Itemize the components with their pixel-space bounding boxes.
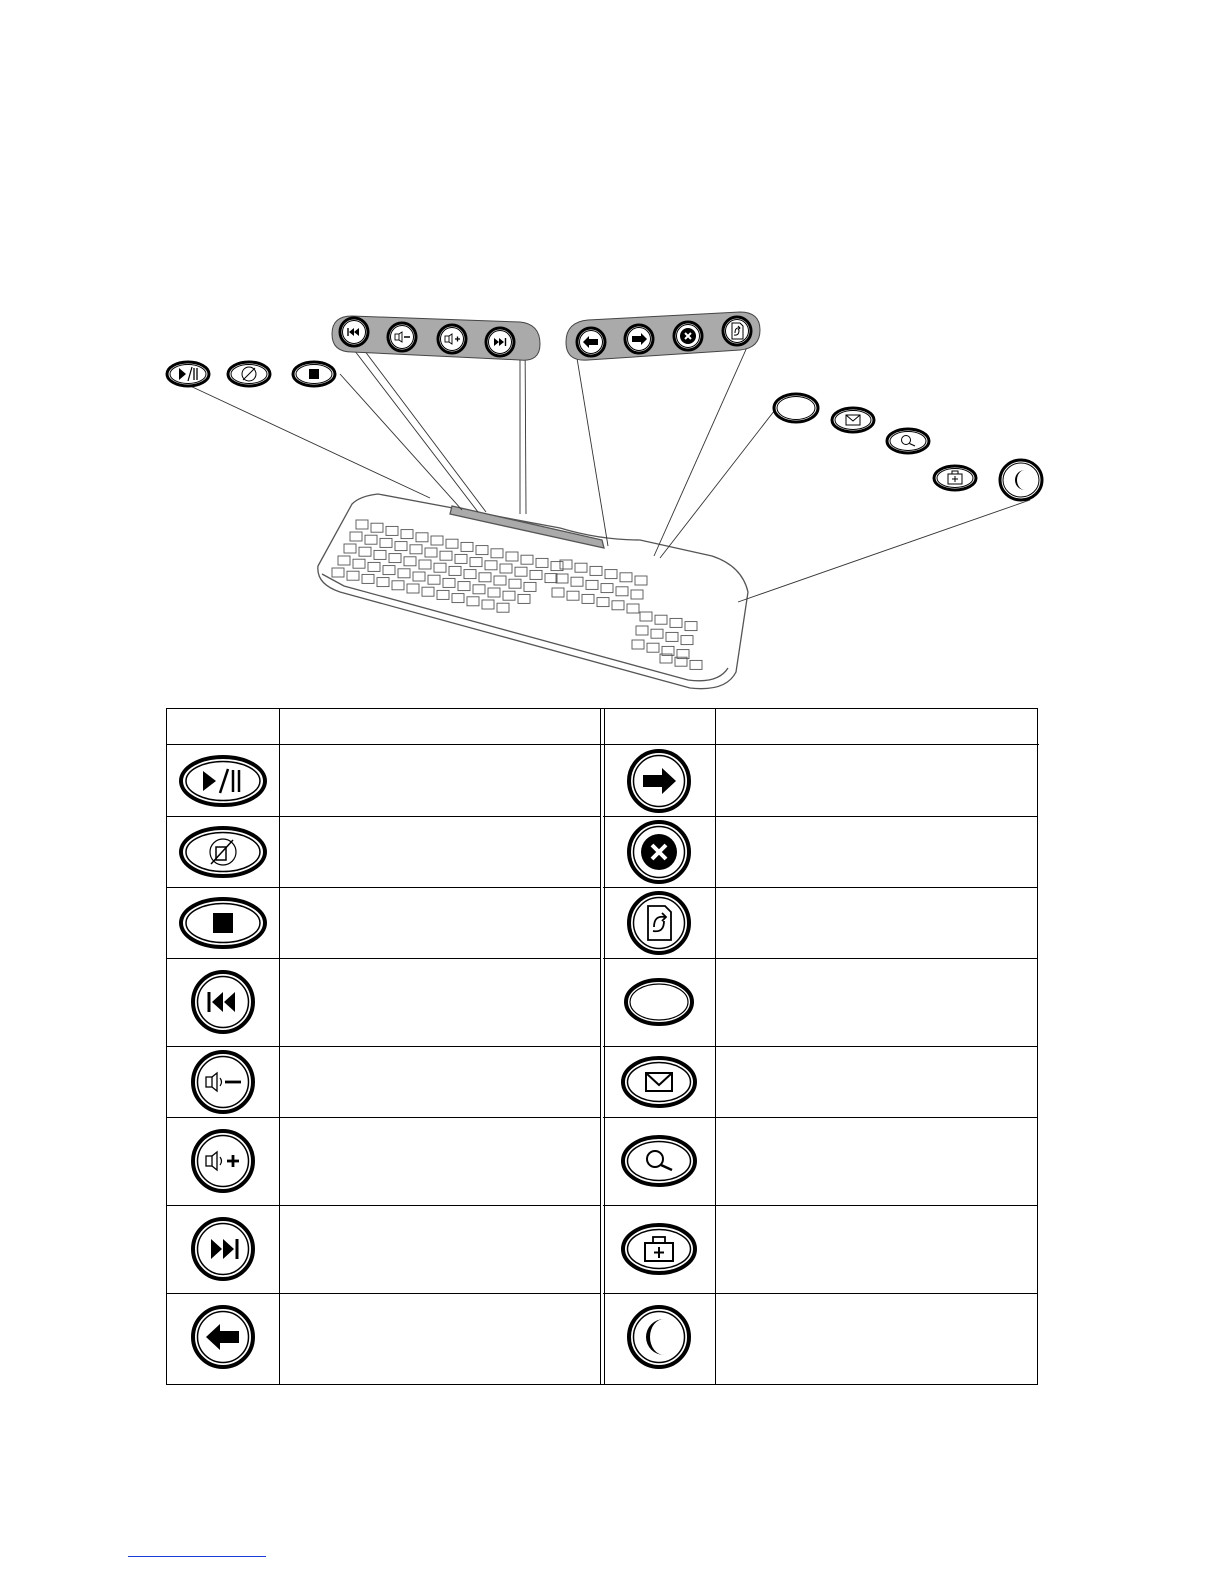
keyboard-key	[464, 570, 476, 579]
keyboard-key	[530, 570, 542, 579]
footnote-rule	[128, 1556, 266, 1557]
keyboard-key	[482, 600, 494, 609]
keyboard-key	[612, 601, 624, 610]
keyboard-key	[332, 568, 344, 577]
volume-down-icon	[167, 1046, 279, 1117]
keyboard-key	[425, 548, 437, 557]
keyboard-key	[365, 535, 377, 544]
keyboard-key	[500, 564, 512, 573]
right-description-7	[715, 1205, 1037, 1293]
search-callout	[887, 429, 929, 453]
keyboard-key	[597, 598, 609, 607]
keyboard-key	[473, 585, 485, 594]
sleep-callout	[1000, 460, 1042, 500]
keyboard-key	[437, 590, 449, 599]
left-description-8	[279, 1293, 600, 1381]
keyboard-key	[521, 555, 533, 564]
right-description-4	[715, 958, 1037, 1046]
keyboard-key	[635, 576, 647, 585]
mute-callout	[228, 362, 270, 386]
right-description-8	[715, 1293, 1037, 1381]
keyboard-key	[627, 604, 639, 613]
mail-icon	[603, 1046, 715, 1117]
keyboard-key	[666, 632, 678, 641]
keyboard-key	[605, 570, 617, 579]
my-computer-callout	[934, 466, 976, 490]
mail-callout	[832, 408, 874, 432]
keyboard-key	[515, 567, 527, 576]
keyboard-key	[455, 554, 467, 563]
keyboard-key	[640, 612, 652, 621]
keyboard-key	[655, 615, 667, 624]
keyboard-key	[431, 536, 443, 545]
media-panel-callout	[332, 316, 540, 360]
my-computer-icon	[603, 1205, 715, 1293]
keyboard-key	[571, 577, 583, 586]
right-description-3	[715, 887, 1037, 958]
keyboard-key	[479, 573, 491, 582]
right-description-1	[715, 745, 1037, 816]
keyboard-key	[586, 580, 598, 589]
keyboard-key	[670, 618, 682, 627]
refresh-icon	[603, 887, 715, 958]
left-description-3	[279, 887, 600, 958]
keyboard-key	[368, 562, 380, 571]
keyboard-key	[651, 629, 663, 638]
keyboard-key	[374, 550, 386, 559]
keyboard-key	[347, 571, 359, 580]
keyboard-key	[461, 542, 473, 551]
keyboard-key	[344, 544, 356, 553]
stop-callout	[293, 362, 335, 386]
keyboard-key	[556, 574, 568, 583]
keyboard-key	[416, 533, 428, 542]
left-description-7	[279, 1205, 600, 1293]
left-description-4	[279, 958, 600, 1046]
keyboard-key	[690, 660, 702, 669]
keyboard-key	[509, 579, 521, 588]
keyboard-key	[422, 587, 434, 596]
keyboard-key	[631, 590, 643, 599]
keyboard-key	[413, 572, 425, 581]
keyboard-key	[428, 575, 440, 584]
left-description-6	[279, 1117, 600, 1205]
keyboard-key	[545, 574, 557, 583]
keyboard-key	[395, 542, 407, 551]
sleep-icon	[603, 1293, 715, 1381]
keyboard-key	[476, 546, 488, 555]
right-description-2	[715, 816, 1037, 887]
keyboard-key	[371, 523, 383, 532]
keyboard-key	[524, 582, 536, 591]
keyboard-key	[518, 594, 530, 603]
stop-loading-icon	[603, 816, 715, 887]
keyboard-keys	[332, 520, 702, 669]
keyboard-key	[536, 558, 548, 567]
keyboard-key	[567, 591, 579, 600]
button-legend-table	[166, 708, 1038, 1385]
keyboard-key	[383, 566, 395, 575]
keyboard-key	[407, 584, 419, 593]
left-description-2	[279, 816, 600, 887]
keyboard-key	[410, 545, 422, 554]
next-track-icon	[167, 1205, 279, 1293]
mute-icon	[167, 816, 279, 887]
search-icon	[603, 1117, 715, 1205]
right-description-6	[715, 1117, 1037, 1205]
keyboard-key	[443, 578, 455, 587]
keyboard-key	[389, 554, 401, 563]
keyboard-key	[356, 520, 368, 529]
keyboard-diagram	[0, 0, 1225, 700]
keyboard-key	[362, 574, 374, 583]
keyboard-key	[636, 626, 648, 635]
keyboard-key	[470, 558, 482, 567]
keyboard-key	[398, 569, 410, 578]
home-blank-callout	[774, 394, 818, 422]
keyboard-key	[506, 552, 518, 561]
keyboard-key	[494, 576, 506, 585]
keyboard-key	[434, 563, 446, 572]
keyboard-key	[685, 622, 697, 631]
keyboard-key	[452, 594, 464, 603]
keyboard-key	[582, 594, 594, 603]
back-arrow-icon	[167, 1293, 279, 1381]
previous-track-icon	[167, 958, 279, 1046]
home-blank-icon	[603, 958, 715, 1046]
left-description-1	[279, 745, 600, 816]
keyboard-key	[491, 549, 503, 558]
right-description-5	[715, 1046, 1037, 1117]
keyboard-key	[575, 563, 587, 572]
keyboard-key	[552, 588, 564, 597]
keyboard-key	[681, 636, 693, 645]
keyboard-key	[449, 566, 461, 575]
keyboard-key	[350, 532, 362, 541]
keyboard-key	[353, 559, 365, 568]
keyboard-key	[590, 566, 602, 575]
volume-up-icon	[167, 1117, 279, 1205]
keyboard-key	[485, 561, 497, 570]
left-description-5	[279, 1046, 600, 1117]
keyboard-key	[467, 597, 479, 606]
play-pause-icon	[167, 745, 279, 816]
browser-panel-callout	[566, 312, 760, 360]
keyboard-key	[377, 578, 389, 587]
keyboard-key	[404, 557, 416, 566]
forward-arrow-icon	[603, 745, 715, 816]
keyboard-key	[647, 643, 659, 652]
keyboard-key	[386, 526, 398, 535]
keyboard-key	[488, 588, 500, 597]
keyboard-key	[497, 603, 509, 612]
keyboard-key	[401, 530, 413, 539]
keyboard-key	[446, 539, 458, 548]
keyboard-key	[620, 573, 632, 582]
keyboard-key	[419, 560, 431, 569]
keyboard-key	[601, 584, 613, 593]
keyboard-key	[458, 582, 470, 591]
keyboard-key	[440, 551, 452, 560]
keyboard-key	[380, 538, 392, 547]
keyboard-key	[359, 547, 371, 556]
keyboard-key	[632, 640, 644, 649]
keyboard-key	[503, 591, 515, 600]
keyboard-key	[338, 556, 350, 565]
stop-icon	[167, 887, 279, 958]
keyboard-key	[392, 581, 404, 590]
keyboard-key	[616, 587, 628, 596]
play-pause-callout	[167, 362, 209, 386]
